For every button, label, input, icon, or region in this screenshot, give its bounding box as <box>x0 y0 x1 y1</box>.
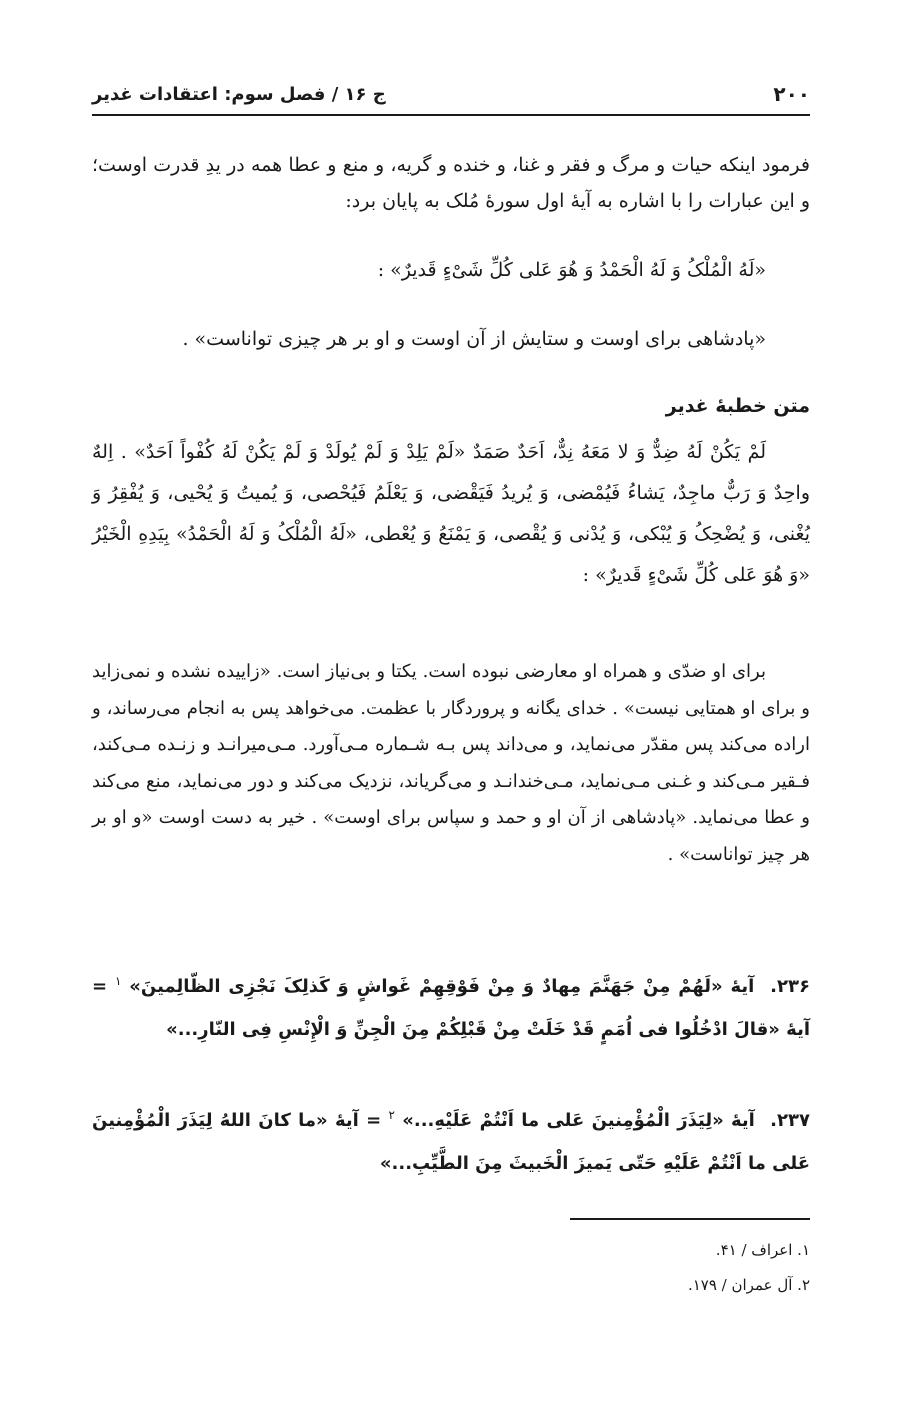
running-head: ج ۱۶ / فصل سوم: اعتقادات غدیر <box>92 83 386 105</box>
page-number: ۲۰۰ <box>773 82 810 106</box>
verse-text: آیهٔ «لِیَذَرَ الْمُؤْمِنینَ عَلی ما اَنْتُمْ عَلَیْهِ...» <box>402 1110 755 1131</box>
verse-number: ۲۳۷. <box>770 1110 810 1131</box>
verse-entry-236 <box>92 960 810 1051</box>
footnote-ref: ۲ <box>388 1108 395 1122</box>
section-heading: متن خطبهٔ غدیر <box>665 395 810 417</box>
footnote-1: ۱. اعراف / ۴۱. <box>715 1241 810 1259</box>
intro-paragraph: فرمود اینکه حیات و مرگ و فقر و غنا، و خنده و گریه، و منع و عطا همه در یدِ قدرت اوست؛ و این عبارات را با اشاره به آیهٔ اول سورهٔ مُلک به پایان برد: <box>92 154 810 212</box>
verse-number: ۲۳۶. <box>770 976 810 997</box>
verse-entry-237 <box>92 1094 810 1185</box>
footnote-divider <box>570 1218 810 1220</box>
verse-text: آیهٔ «لَهُمْ مِنْ جَهَنَّمَ مِهادٌ وَ مِنْ فَوْقِهِمْ غَواشٍ وَ کَذلِکَ نَجْزِی الظّالِمینَ» <box>129 976 755 997</box>
sermon-translation: برای او ضدّی و همراه او معارضی نبوده است. یکتا و بی‌نیاز است. «زاییده نشده و نمی‌زاید و برای او همتایی نیست» . خدای یگانه و پروردگار با عظمت. می‌خواهد پس به انجام می‌رساند، و اراده می‌کند پس مقدّر می‌نماید، و می‌داند پس بـه شـماره مـی‌آورد. مـی‌میرانـد و زنـده مـی‌کند، فـقیر مـی‌کند و غـنی مـی‌نماید، مـی‌خندانـد و می‌گریاند، نزدیک می‌کند و دور می‌نماید، منع می‌کند و عطا می‌نماید. «پادشاهی از آن او و حمد و سپاس برای اوست» . خیر به دست اوست «و او بر هر چیز تواناست» . <box>92 661 810 865</box>
footnote-ref: ۱ <box>114 974 122 988</box>
quran-quote-translation: «پادشاهی برای اوست و ستایش از آن اوست و او بر هر چیزی تواناست» . <box>182 328 766 350</box>
book-page <box>92 0 810 1405</box>
footnote-2: ۲. آل عمران / ۱۷۹. <box>687 1276 810 1294</box>
page-header <box>92 74 810 116</box>
sermon-arabic-text: لَمْ یَکُنْ لَهُ ضِدٌّ وَ لا مَعَهُ نِدٌّ، اَحَدٌ صَمَدٌ «لَمْ یَلِدْ وَ لَمْ یُولَدْ وَ لَمْ یَکُنْ لَهُ کُفْواً اَحَدٌ» . اِلهٌ واحِدٌ وَ رَبٌّ ماجِدٌ، یَشاءُ فَیُمْضی، وَ یُریدُ فَیَقْضی، وَ یَعْلَمُ فَیُحْصی، وَ یُمیتُ وَ یُحْیی، وَ یُفْقِرُ وَ یُغْنی، وَ یُضْحِکُ وَ یُبْکی، وَ یُدْنی وَ یُقْصی، وَ یَمْنَعُ وَ یُعْطی، «لَهُ الْمُلْکُ وَ لَهُ الْحَمْدُ» بِیَدِهِ الْخَیْرُ «وَ هُوَ عَلی کُلِّ شَیْءٍ قَدیرٌ» : <box>92 441 810 586</box>
quran-quote-arabic: «لَهُ الْمُلْکُ وَ لَهُ الْحَمْدُ وَ هُوَ عَلی کُلِّ شَیْءٍ قَدیرٌ» : <box>377 259 766 281</box>
verse-continuation: = آیهٔ «ما کانَ اللهُ لِیَذَرَ الْمُؤْمِنینَ عَلی ما اَنْتُمْ عَلَیْهِ حَتّی یَمیزَ الْخَبیثَ مِنَ الطَّیِّبِ...» <box>92 1110 810 1174</box>
verse-continuation: = آیهٔ «قالَ ادْخُلُوا فی اُمَمٍ قَدْ خَلَتْ مِنْ قَبْلِکُمْ مِنَ الْجِنِّ وَ الْإِنْسِ فِی النّارِ...» <box>92 976 810 1040</box>
